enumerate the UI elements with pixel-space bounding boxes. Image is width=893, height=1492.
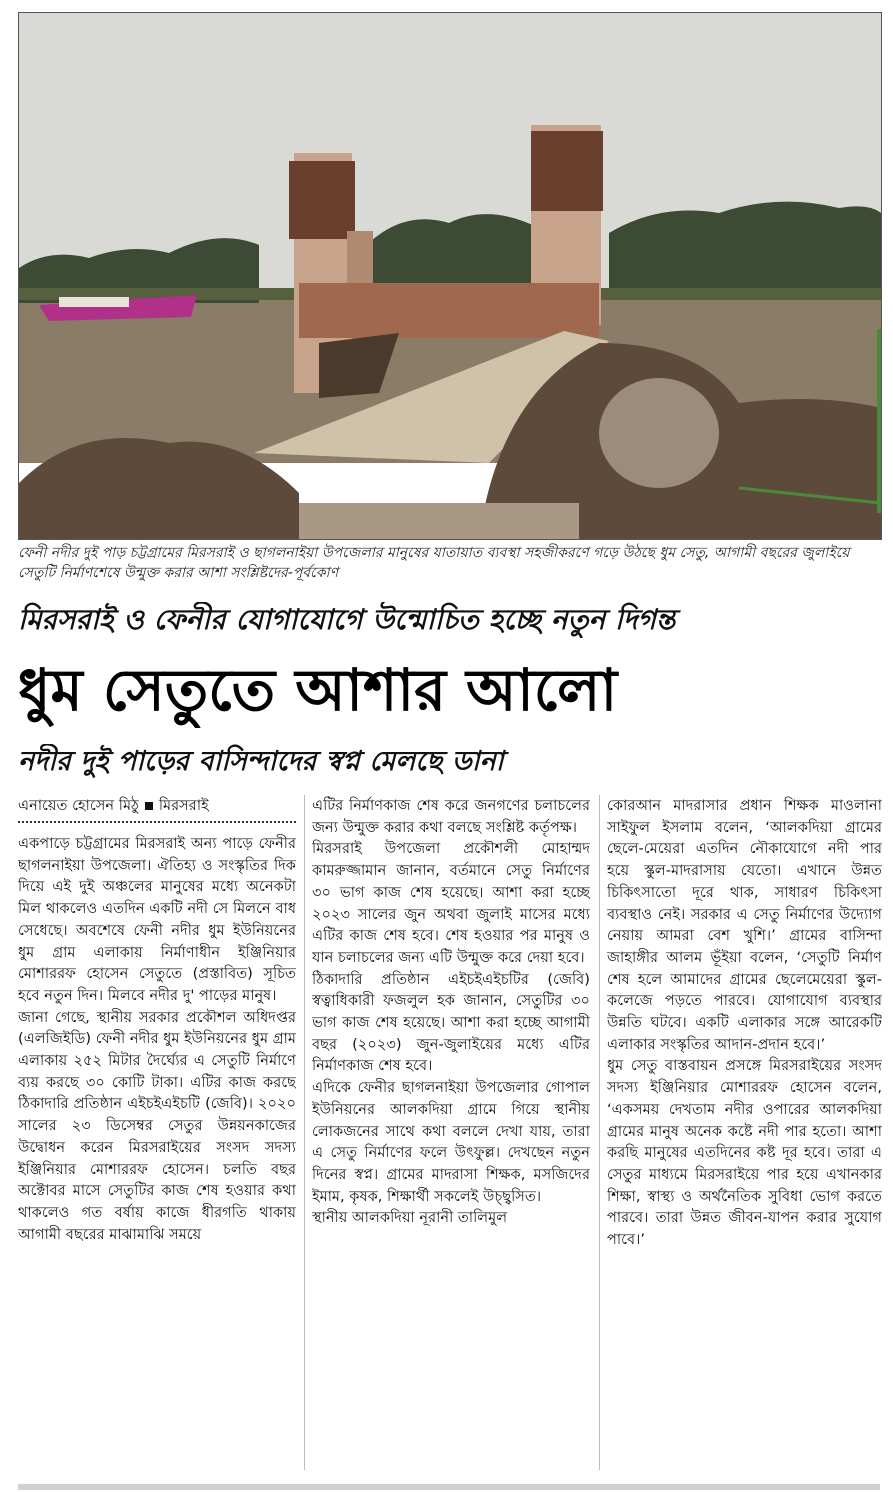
paragraph: এটির নির্মাণকাজ শেষ করে জনগণের চলাচলের জন্য উন্মুক্ত করার কথা বলছে সংশ্লিষ্ট কর্তৃপক্ষ। xyxy=(312,797,590,836)
page-bottom-rule xyxy=(18,1484,880,1490)
paragraph: জানা গেছে, স্থানীয় সরকার প্রকৌশল অধিদপ্তর (এলজিইডি) ফেনী নদীর ধুম ইউনিয়নের ধুম গ্রাম এলাকায় ২৫২ মিটার দৈর্ঘ্যের এ সেতুটি নির্মাণে ব্যয় করছে ৩০ কোটি টাকা। এটির কাজ করছে ঠিকাদারি প্রতিষ্ঠান এইচইএইচটি (জেবি)। ২০২০ সালের ২৩ ডিসেম্বর সেতুর উন্নয়নকাজের উদ্বোধন করেন মিরসরাইয়ের সংসদ সদস্য ইঞ্জিনিয়ার মোশাররফ হোসেন। চলতি বছর অক্টোবর মাসে সেতুটির কাজ শেষ হওয়ার কথা থাকলেও গত বর্ষায় কাজে ধীরগতি থাকায় আগামী বছরের মাঝামাঝি সময়ে xyxy=(18,1008,296,1243)
article-column-3 xyxy=(607,795,882,1475)
column-divider xyxy=(599,795,600,1470)
article-column-2 xyxy=(312,795,590,1475)
article-headline: ধুম সেতুতে আশার আলো xyxy=(18,656,618,724)
bridge-photo xyxy=(18,12,882,540)
paragraph: স্থানীয় আলকদিয়া নূরানী তালিমুল xyxy=(312,1209,508,1227)
byline xyxy=(18,795,296,817)
byline-place: মিরসরাই xyxy=(158,797,209,814)
dotted-divider xyxy=(18,821,296,823)
paragraph: কোরআন মাদরাসার প্রধান শিক্ষক মাওলানা সাইফুল ইসলাম বলেন, ‘আলকদিয়া গ্রামের ছেলে-মেয়েরা এতদিন নৌকাযোগে নদী পার হয়ে স্কুল-মাদরাসায় যেতো। এখানে উন্নত চিকিৎসাতো দূরে থাক, সাধারণ চিকিৎসা ব্যবস্থাও নেই। সরকার এ সেতু নির্মাণের উদ্যোগ নেয়ায় আমরা বেশ খুশি।’ গ্রামের বাসিন্দা জাহাঙ্গীর আলম ভূঁইয়া বলেন, ‘সেতুটি নির্মাণ শেষ হলে আমাদের গ্রামের ছেলেমেয়েরা স্কুল-কলেজে পড়তে পারবে। যোগাযোগ ব্যবস্থার উন্নতি ঘটবে। একটি এলাকার সঙ্গে আরেকটি এলাকার সংস্কৃতির আদান-প্রদান হবে।’ xyxy=(607,797,882,1053)
paragraph: একপাড়ে চট্টগ্রামের মিরসরাই অন্য পাড়ে ফেনীর ছাগলনাইয়া উপজেলা। ঐতিহ্য ও সংস্কৃতির দিক দিয়ে এই দুই অঞ্চলের মানুষের মধ্যে অনেকটা মিল থাকলেও এতদিন একটি নদী সে মিলনে বাধ সেধেছে। অবশেষে ফেনী নদীর ধুম ইউনিয়নের ধুম গ্রাম এলাকায় নির্মাণাধীন ইঞ্জিনিয়ার মোশাররফ হোসেন সেতুতে (প্রস্তাবিত) সূচিত হবে নতুন দিন। মিলবে নদীর দু' পাড়ের মানুষ। xyxy=(18,835,296,1004)
article-subhead: নদীর দুই পাড়ের বাসিন্দাদের স্বপ্ন মেলছে ডানা xyxy=(18,746,504,777)
paragraph: ঠিকাদারি প্রতিষ্ঠান এইচইএইচটির (জেবি) স্বত্বাধিকারী ফজলুল হক জানান, সেতুটির ৩০ ভাগ কাজ শেষ হয়েছে। আশা করা হচ্ছে আগামী বছর (২০২৩) জুন-জুলাইয়ের মধ্যে এটির নির্মাণকাজ শেষ হবে। xyxy=(312,970,590,1075)
column-divider xyxy=(304,795,305,1470)
square-bullet-icon xyxy=(145,802,153,810)
paragraph: মিরসরাই উপজেলা প্রকৌশলী মোহাম্মদ কামরুজ্জামান জানান, বর্তমানে সেতু নির্মাণের ৩০ ভাগ কাজ শেষ হয়েছে। আশা করা হচ্ছে ২০২৩ সালের জুন অথবা জুলাই মাসের মধ্যে এটির কাজ শেষ হবে। শেষ হওয়ার পর মানুষ ও যান চলাচলের জন্য এটি উন্মুক্ত করে দেয়া হবে। xyxy=(312,840,590,966)
article-kicker: মিরসরাই ও ফেনীর যোগাযোগে উন্মোচিত হচ্ছে নতুন দিগন্ত xyxy=(18,603,676,636)
photo-caption: ফেনী নদীর দুই পাড় চট্টগ্রামের মিরসরাই ও ছাগলনাইয়া উপজেলার মানুষের যাতায়াত ব্যবস্থা সহজীকরণে গড়ে উঠছে ধুম সেতু, আগামী বছরের জুলাইয়ে সেতুটি নির্মাণশেষে উন্মুক্ত করার আশা সংশ্লিষ্টদের-পূর্বকোণ xyxy=(18,545,850,581)
paragraph: ধুম সেতু বাস্তবায়ন প্রসঙ্গে মিরসরাইয়ের সংসদ সদস্য ইঞ্জিনিয়ার মোশাররফ হোসেন বলেন, ‘একসময় দেখতাম নদীর ওপারের আলকদিয়া গ্রামের মানুষ অনেক কষ্টে নদী পার হতো। আশা করছি মানুষের এতদিনের কষ্ট দূর হবে। তারা এ সেতুর মাধ্যমে মিরসরাইয়ে পার হয়ে এখানকার শিক্ষা, স্বাস্থ্য ও অর্থনৈতিক সুবিধা ভোগ করতে পারবে। তারা উন্নত জীবন-যাপন করার সুযোগ পাবে।’ xyxy=(607,1057,882,1249)
byline-author: এনায়েত হোসেন মিঠু xyxy=(18,797,139,814)
article-column-1 xyxy=(18,795,296,1475)
paragraph: এদিকে ফেনীর ছাগলনাইয়া উপজেলার গোপাল ইউনিয়নের আলকদিয়া গ্রামে গিয়ে স্থানীয় লোকজনের সাথে কথা বললে দেখা যায়, তারা এ সেতু নির্মাণের ফলে উৎফুল্ল। দেখছেন নতুন দিনের স্বপ্ন। গ্রামের মাদরাসা শিক্ষক, মসজিদের ইমাম, কৃষক, শিক্ষার্থী সকলেই উচ্ছ্বসিত। xyxy=(312,1079,590,1205)
